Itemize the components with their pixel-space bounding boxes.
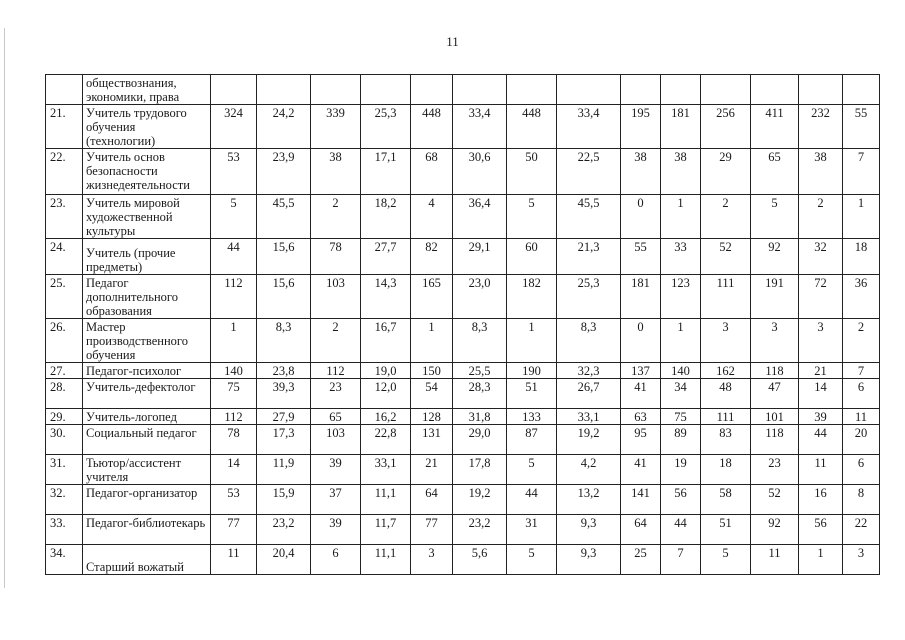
value-cell: 3: [411, 545, 453, 575]
value-cell: 29,1: [453, 239, 507, 275]
value-cell: 38: [621, 149, 661, 195]
value-cell: 3: [701, 319, 751, 363]
value-cell: 33,1: [557, 409, 621, 425]
value-cell: 21: [799, 363, 843, 379]
value-cell: 17,1: [361, 149, 411, 195]
value-cell: 5,6: [453, 545, 507, 575]
value-cell: 22,8: [361, 425, 411, 455]
position-name: Учитель-дефектолог: [83, 379, 211, 409]
value-cell: 111: [701, 275, 751, 319]
value-cell: 23,0: [453, 275, 507, 319]
table-row: [46, 409, 880, 425]
position-name: Социальный педагог: [83, 425, 211, 455]
value-cell: 20,4: [257, 545, 311, 575]
value-cell: 140: [661, 363, 701, 379]
position-name: Учитель трудового обучения (технологии): [83, 105, 211, 149]
position-name: Педагог-организатор: [83, 485, 211, 515]
value-cell: 33,1: [361, 455, 411, 485]
value-cell: [751, 75, 799, 105]
value-cell: 7: [843, 149, 880, 195]
value-cell: 8,3: [453, 319, 507, 363]
value-cell: 6: [311, 545, 361, 575]
value-cell: 0: [621, 319, 661, 363]
row-number: 22.: [46, 149, 83, 195]
row-number: 31.: [46, 455, 83, 485]
value-cell: 34: [661, 379, 701, 409]
value-cell: 78: [311, 239, 361, 275]
value-cell: 1: [507, 319, 557, 363]
table-row: [46, 149, 880, 195]
value-cell: 5: [751, 195, 799, 239]
value-cell: [453, 75, 507, 105]
value-cell: [799, 75, 843, 105]
value-cell: 47: [751, 379, 799, 409]
value-cell: 141: [621, 485, 661, 515]
position-name: обществознания, экономики, права: [83, 75, 211, 105]
value-cell: 56: [799, 515, 843, 545]
value-cell: 32: [799, 239, 843, 275]
value-cell: 181: [661, 105, 701, 149]
value-cell: 83: [701, 425, 751, 455]
row-number: 21.: [46, 105, 83, 149]
value-cell: 23,8: [257, 363, 311, 379]
value-cell: 38: [661, 149, 701, 195]
value-cell: [557, 75, 621, 105]
value-cell: 28,3: [453, 379, 507, 409]
row-number: 25.: [46, 275, 83, 319]
value-cell: 112: [211, 275, 257, 319]
value-cell: 31,8: [453, 409, 507, 425]
value-cell: 11: [751, 545, 799, 575]
value-cell: 181: [621, 275, 661, 319]
staff-statistics-table: [45, 74, 880, 575]
row-number: [46, 75, 83, 105]
row-number: 33.: [46, 515, 83, 545]
table-row: [46, 485, 880, 515]
value-cell: 118: [751, 363, 799, 379]
value-cell: [257, 75, 311, 105]
value-cell: 324: [211, 105, 257, 149]
position-name: Учитель-логопед: [83, 409, 211, 425]
position-name: Тьютор/ассистент учителя: [83, 455, 211, 485]
value-cell: 2: [701, 195, 751, 239]
value-cell: 68: [411, 149, 453, 195]
value-cell: 95: [621, 425, 661, 455]
value-cell: 5: [701, 545, 751, 575]
value-cell: 11,1: [361, 485, 411, 515]
value-cell: 5: [507, 545, 557, 575]
value-cell: 32,3: [557, 363, 621, 379]
value-cell: 44: [799, 425, 843, 455]
value-cell: 33,4: [557, 105, 621, 149]
value-cell: 39: [311, 515, 361, 545]
value-cell: [621, 75, 661, 105]
row-number: 29.: [46, 409, 83, 425]
value-cell: 18: [843, 239, 880, 275]
value-cell: 16: [799, 485, 843, 515]
value-cell: 64: [621, 515, 661, 545]
value-cell: 75: [211, 379, 257, 409]
value-cell: 44: [661, 515, 701, 545]
table-row: [46, 319, 880, 363]
value-cell: 44: [211, 239, 257, 275]
row-number: 23.: [46, 195, 83, 239]
row-number: 32.: [46, 485, 83, 515]
value-cell: 232: [799, 105, 843, 149]
value-cell: 51: [507, 379, 557, 409]
value-cell: 36: [843, 275, 880, 319]
row-number: 28.: [46, 379, 83, 409]
value-cell: 53: [211, 149, 257, 195]
value-cell: 92: [751, 515, 799, 545]
table-row: [46, 105, 880, 149]
value-cell: 18,2: [361, 195, 411, 239]
value-cell: 19,2: [453, 485, 507, 515]
value-cell: 16,2: [361, 409, 411, 425]
value-cell: 118: [751, 425, 799, 455]
value-cell: 21,3: [557, 239, 621, 275]
value-cell: 38: [311, 149, 361, 195]
value-cell: [507, 75, 557, 105]
value-cell: 8,3: [257, 319, 311, 363]
value-cell: 23: [751, 455, 799, 485]
value-cell: 0: [621, 195, 661, 239]
value-cell: 27,7: [361, 239, 411, 275]
value-cell: 65: [751, 149, 799, 195]
value-cell: 29,0: [453, 425, 507, 455]
value-cell: 3: [751, 319, 799, 363]
value-cell: 162: [701, 363, 751, 379]
value-cell: 53: [211, 485, 257, 515]
table-row: [46, 545, 880, 575]
value-cell: 195: [621, 105, 661, 149]
position-name: Педагог дополнительного образования: [83, 275, 211, 319]
value-cell: 112: [211, 409, 257, 425]
value-cell: [701, 75, 751, 105]
value-cell: 6: [843, 379, 880, 409]
value-cell: 52: [701, 239, 751, 275]
table-row: [46, 515, 880, 545]
value-cell: 103: [311, 425, 361, 455]
value-cell: 25,5: [453, 363, 507, 379]
value-cell: 137: [621, 363, 661, 379]
value-cell: 1: [411, 319, 453, 363]
value-cell: 39,3: [257, 379, 311, 409]
value-cell: 41: [621, 379, 661, 409]
value-cell: 190: [507, 363, 557, 379]
row-number: 24.: [46, 239, 83, 275]
value-cell: 19: [661, 455, 701, 485]
value-cell: 22: [843, 515, 880, 545]
value-cell: 45,5: [557, 195, 621, 239]
value-cell: 21: [411, 455, 453, 485]
value-cell: 58: [701, 485, 751, 515]
value-cell: 1: [843, 195, 880, 239]
row-number: 34.: [46, 545, 83, 575]
value-cell: 87: [507, 425, 557, 455]
value-cell: 65: [311, 409, 361, 425]
value-cell: 2: [311, 319, 361, 363]
value-cell: [361, 75, 411, 105]
table-row: [46, 275, 880, 319]
value-cell: 101: [751, 409, 799, 425]
value-cell: 448: [507, 105, 557, 149]
value-cell: 31: [507, 515, 557, 545]
table-row: [46, 425, 880, 455]
value-cell: 11,9: [257, 455, 311, 485]
value-cell: 112: [311, 363, 361, 379]
value-cell: 11,7: [361, 515, 411, 545]
value-cell: 17,3: [257, 425, 311, 455]
value-cell: 89: [661, 425, 701, 455]
value-cell: 33: [661, 239, 701, 275]
value-cell: 27,9: [257, 409, 311, 425]
value-cell: [411, 75, 453, 105]
value-cell: 14: [799, 379, 843, 409]
value-cell: 2: [311, 195, 361, 239]
value-cell: 45,5: [257, 195, 311, 239]
value-cell: 448: [411, 105, 453, 149]
value-cell: 36,4: [453, 195, 507, 239]
scan-edge-line: [4, 28, 5, 588]
table-row: [46, 455, 880, 485]
value-cell: 7: [661, 545, 701, 575]
position-name: Педагог-психолог: [83, 363, 211, 379]
value-cell: 14: [211, 455, 257, 485]
value-cell: 411: [751, 105, 799, 149]
value-cell: 131: [411, 425, 453, 455]
value-cell: 9,3: [557, 515, 621, 545]
table-row: [46, 195, 880, 239]
value-cell: 18: [701, 455, 751, 485]
value-cell: 8: [843, 485, 880, 515]
value-cell: 60: [507, 239, 557, 275]
value-cell: 54: [411, 379, 453, 409]
value-cell: 25: [621, 545, 661, 575]
value-cell: 5: [507, 195, 557, 239]
value-cell: 3: [843, 545, 880, 575]
row-number: 26.: [46, 319, 83, 363]
value-cell: 56: [661, 485, 701, 515]
value-cell: 26,7: [557, 379, 621, 409]
value-cell: 339: [311, 105, 361, 149]
value-cell: 77: [411, 515, 453, 545]
value-cell: 7: [843, 363, 880, 379]
value-cell: 78: [211, 425, 257, 455]
value-cell: 23: [311, 379, 361, 409]
value-cell: 2: [843, 319, 880, 363]
value-cell: 17,8: [453, 455, 507, 485]
value-cell: 165: [411, 275, 453, 319]
value-cell: 92: [751, 239, 799, 275]
value-cell: 182: [507, 275, 557, 319]
value-cell: 11: [211, 545, 257, 575]
value-cell: 30,6: [453, 149, 507, 195]
value-cell: 123: [661, 275, 701, 319]
position-name: Учитель мировой художественной культуры: [83, 195, 211, 239]
value-cell: 75: [661, 409, 701, 425]
value-cell: 191: [751, 275, 799, 319]
value-cell: [211, 75, 257, 105]
value-cell: 4,2: [557, 455, 621, 485]
value-cell: 38: [799, 149, 843, 195]
value-cell: 11,1: [361, 545, 411, 575]
row-number: 27.: [46, 363, 83, 379]
value-cell: 39: [799, 409, 843, 425]
value-cell: 6: [843, 455, 880, 485]
value-cell: 4: [411, 195, 453, 239]
position-name: Старший вожатый: [83, 545, 211, 575]
table-row: [46, 239, 880, 275]
value-cell: 25,3: [557, 275, 621, 319]
value-cell: 9,3: [557, 545, 621, 575]
position-name: Учитель (прочие предметы): [83, 239, 211, 275]
value-cell: 11: [799, 455, 843, 485]
value-cell: 20: [843, 425, 880, 455]
value-cell: 150: [411, 363, 453, 379]
value-cell: 111: [701, 409, 751, 425]
value-cell: 1: [211, 319, 257, 363]
table-row: [46, 379, 880, 409]
value-cell: 77: [211, 515, 257, 545]
value-cell: 12,0: [361, 379, 411, 409]
value-cell: 256: [701, 105, 751, 149]
position-name: Педагог-библиотекарь: [83, 515, 211, 545]
value-cell: 25,3: [361, 105, 411, 149]
value-cell: 24,2: [257, 105, 311, 149]
value-cell: [661, 75, 701, 105]
value-cell: 2: [799, 195, 843, 239]
value-cell: 63: [621, 409, 661, 425]
value-cell: 44: [507, 485, 557, 515]
value-cell: 133: [507, 409, 557, 425]
value-cell: 37: [311, 485, 361, 515]
value-cell: 15,6: [257, 239, 311, 275]
position-name: Учитель основ безопасности жизнедеятельности: [83, 149, 211, 195]
value-cell: 72: [799, 275, 843, 319]
value-cell: 48: [701, 379, 751, 409]
value-cell: 5: [507, 455, 557, 485]
value-cell: 23,9: [257, 149, 311, 195]
value-cell: 14,3: [361, 275, 411, 319]
value-cell: 41: [621, 455, 661, 485]
value-cell: 55: [621, 239, 661, 275]
table-row: [46, 363, 880, 379]
page-number: 11: [446, 34, 459, 49]
value-cell: 11: [843, 409, 880, 425]
value-cell: 128: [411, 409, 453, 425]
value-cell: 8,3: [557, 319, 621, 363]
table-row: [46, 75, 880, 105]
value-cell: 103: [311, 275, 361, 319]
value-cell: 51: [701, 515, 751, 545]
value-cell: 29: [701, 149, 751, 195]
value-cell: 64: [411, 485, 453, 515]
value-cell: 55: [843, 105, 880, 149]
value-cell: [843, 75, 880, 105]
position-name: Мастер производственного обучения: [83, 319, 211, 363]
value-cell: 33,4: [453, 105, 507, 149]
value-cell: 16,7: [361, 319, 411, 363]
value-cell: 15,9: [257, 485, 311, 515]
value-cell: 1: [661, 319, 701, 363]
value-cell: 3: [799, 319, 843, 363]
value-cell: 22,5: [557, 149, 621, 195]
row-number: 30.: [46, 425, 83, 455]
value-cell: 23,2: [453, 515, 507, 545]
value-cell: 1: [661, 195, 701, 239]
value-cell: 23,2: [257, 515, 311, 545]
value-cell: 50: [507, 149, 557, 195]
value-cell: 52: [751, 485, 799, 515]
value-cell: 39: [311, 455, 361, 485]
value-cell: [311, 75, 361, 105]
value-cell: 5: [211, 195, 257, 239]
value-cell: 19,0: [361, 363, 411, 379]
value-cell: 1: [799, 545, 843, 575]
value-cell: 140: [211, 363, 257, 379]
value-cell: 19,2: [557, 425, 621, 455]
value-cell: 13,2: [557, 485, 621, 515]
value-cell: 82: [411, 239, 453, 275]
value-cell: 15,6: [257, 275, 311, 319]
